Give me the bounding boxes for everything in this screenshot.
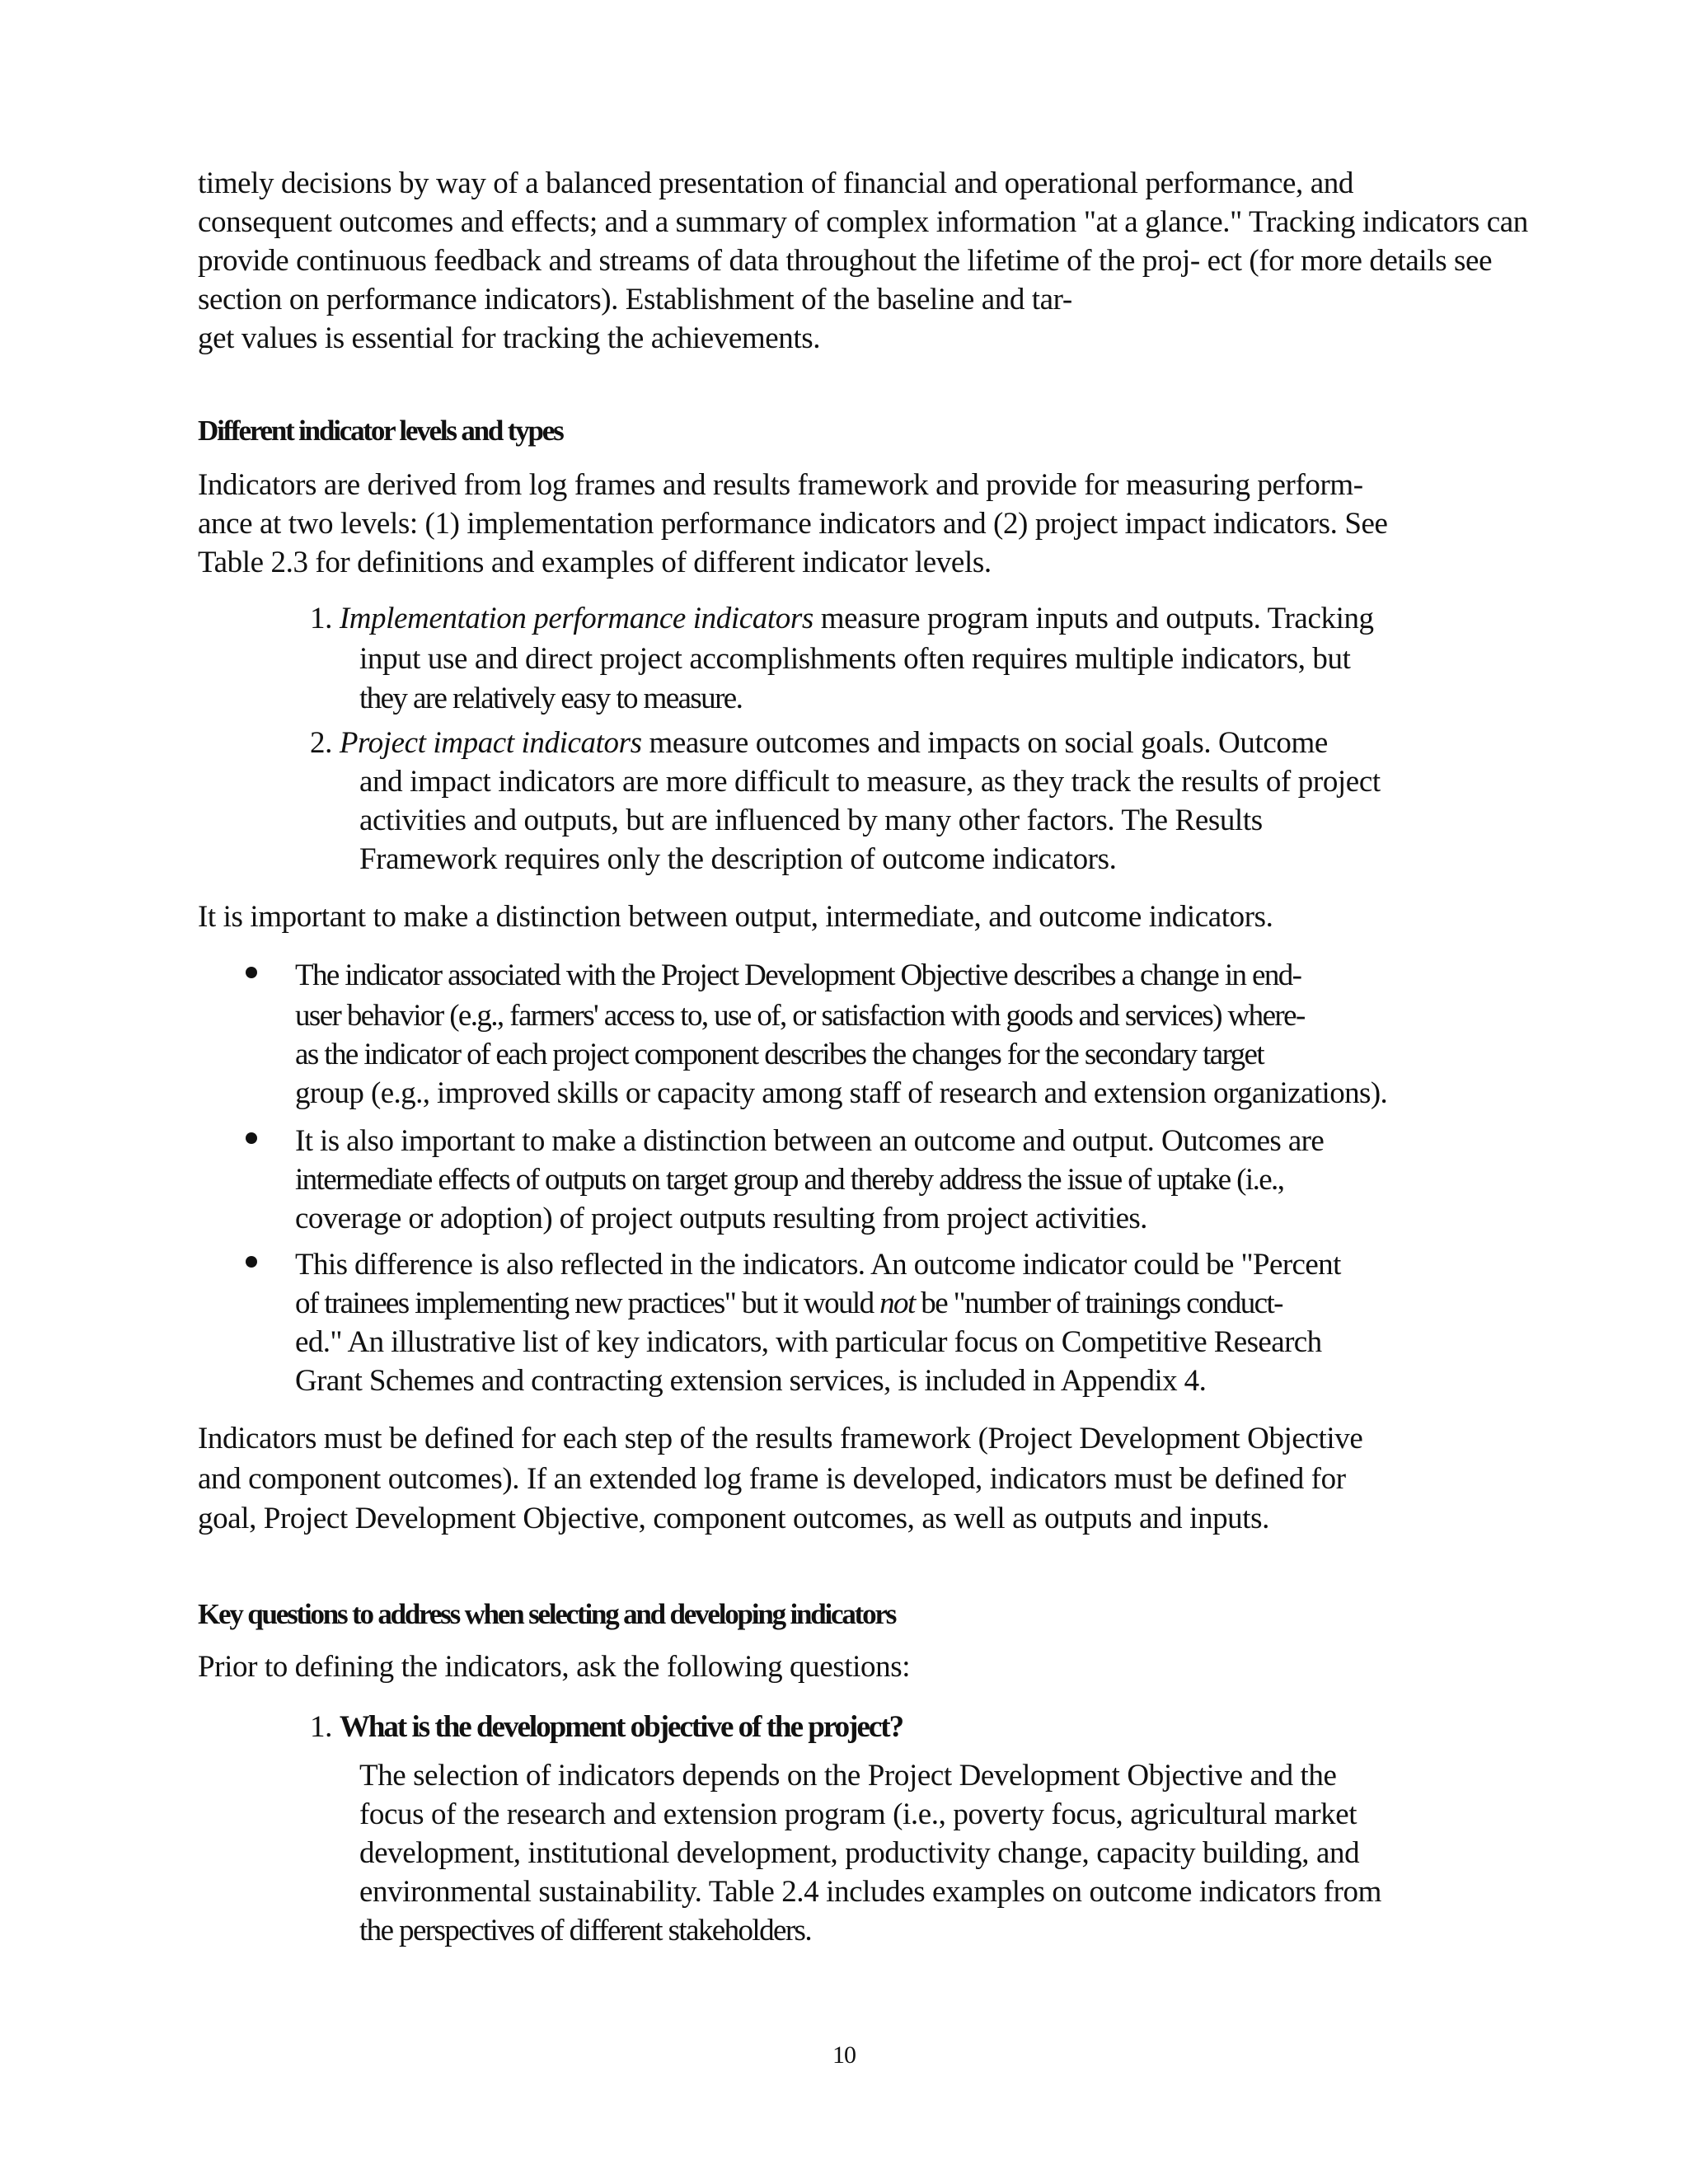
- bullet-3-line-2-before: of trainees implementing new practices" but it would: [295, 1286, 880, 1320]
- intro-line-3: provide continuous feedback and streams of data throughout the lifetime of the proj- ect (for more details see: [198, 244, 1493, 278]
- numbered-item-1-rest: measure program inputs and outputs. Tracking: [813, 602, 1374, 635]
- bullet-3-line-1: This difference is also reflected in the indicators. An outcome indicator could be "Percent: [295, 1248, 1341, 1282]
- question-1-line-1: The selection of indicators depends on the Project Development Objective and the: [359, 1759, 1337, 1793]
- numbered-item-1: [310, 600, 1374, 638]
- bullet-1-line-4: group (e.g., improved skills or capacity among staff of research and extension organizations).: [295, 1076, 1388, 1110]
- bullet-3-line-4: Grant Schemes and contracting extension services, is included in Appendix 4.: [295, 1364, 1207, 1398]
- bullet-2-line-2: intermediate effects of outputs on target group and thereby address the issue of uptake (i.e.,: [295, 1163, 1284, 1197]
- intro-line-1: timely decisions by way of a balanced presentation of financial and operational performance, and: [198, 166, 1353, 200]
- section2-intro: Prior to defining the indicators, ask the following questions:: [198, 1650, 911, 1684]
- numbered-item-1-term: Implementation performance indicators: [339, 602, 814, 635]
- bullet-1-dot: [246, 967, 257, 978]
- intro-line-2: consequent outcomes and effects; and a summary of complex information "at a glance." Tracking indicators can: [198, 205, 1528, 239]
- numbered-item-2: [310, 724, 1328, 762]
- closing-line-3: goal, Project Development Objective, component outcomes, as well as outputs and inputs.: [198, 1502, 1270, 1535]
- question-1: [310, 1708, 903, 1746]
- bullet-3-line-3: ed." An illustrative list of key indicators, with particular focus on Competitive Research: [295, 1325, 1322, 1359]
- numbered-item-2-rest: measure outcomes and impacts on social goals. Outcome: [641, 726, 1328, 760]
- bullet-1-line-3: as the indicator of each project component describes the changes for the secondary target: [295, 1038, 1264, 1071]
- page-number: 10: [832, 2041, 856, 2069]
- closing-line-1: Indicators must be defined for each step of the results framework (Project Development Objective: [198, 1422, 1363, 1455]
- numbered-item-2-line-3: activities and outputs, but are influenced by many other factors. The Results: [359, 804, 1263, 837]
- question-1-line-3: development, institutional development, productivity change, capacity building, and: [359, 1836, 1360, 1870]
- distinction-line: It is important to make a distinction between output, intermediate, and outcome indicators.: [198, 900, 1273, 934]
- intro-line-5: get values is essential for tracking the achievements.: [198, 321, 821, 355]
- numbered-item-1-line-2: input use and direct project accomplishments often requires multiple indicators, but: [359, 642, 1351, 676]
- section1-paragraph-line-3: Table 2.3 for definitions and examples of different indicator levels.: [198, 546, 992, 579]
- numbered-item-2-number: 2.: [310, 726, 332, 760]
- section1-paragraph-line-2: ance at two levels: (1) implementation performance indicators and (2) project impact indicators. See: [198, 507, 1388, 541]
- numbered-item-1-line-3: they are relatively easy to measure.: [359, 682, 743, 715]
- section-heading-indicator-levels: Different indicator levels and types: [198, 415, 563, 447]
- bullet-2-line-1: It is also important to make a distinction between an outcome and output. Outcomes are: [295, 1124, 1325, 1158]
- bullet-2-line-3: coverage or adoption) of project outputs resulting from project activities.: [295, 1202, 1147, 1235]
- question-1-line-5: the perspectives of different stakeholders.: [359, 1914, 811, 1947]
- numbered-item-1-number: 1.: [310, 602, 332, 635]
- numbered-item-2-line-2: and impact indicators are more difficult to measure, as they track the results of project: [359, 765, 1381, 799]
- section-heading-key-questions: Key questions to address when selecting and developing indicators: [198, 1598, 896, 1630]
- bullet-1-line-1: The indicator associated with the Project Development Objective describes a change in end-: [295, 958, 1301, 992]
- bullet-3-line-2-after: be "number of trainings conduct-: [914, 1286, 1282, 1320]
- question-1-title: What is the development objective of the project?: [339, 1710, 903, 1744]
- bullet-3-dot: [246, 1256, 257, 1268]
- numbered-item-2-term: Project impact indicators: [339, 726, 642, 760]
- bullet-3-line-2: [295, 1285, 1282, 1323]
- question-1-line-2: focus of the research and extension program (i.e., poverty focus, agricultural market: [359, 1797, 1357, 1831]
- bullet-2-dot: [246, 1132, 257, 1144]
- bullet-3-line-2-emphasis: not: [879, 1286, 915, 1320]
- question-1-number: 1.: [310, 1710, 332, 1744]
- bullet-1-line-2: user behavior (e.g., farmers' access to, use of, or satisfaction with goods and services) where-: [295, 999, 1305, 1033]
- closing-line-2: and component outcomes). If an extended log frame is developed, indicators must be defined for: [198, 1462, 1346, 1496]
- intro-line-4: section on performance indicators). Establishment of the baseline and tar-: [198, 283, 1072, 316]
- numbered-item-2-line-4: Framework requires only the description of outcome indicators.: [359, 842, 1117, 876]
- section1-paragraph-line-1: Indicators are derived from log frames and results framework and provide for measuring perform-: [198, 468, 1363, 502]
- question-1-line-4: environmental sustainability. Table 2.4 includes examples on outcome indicators from: [359, 1875, 1382, 1909]
